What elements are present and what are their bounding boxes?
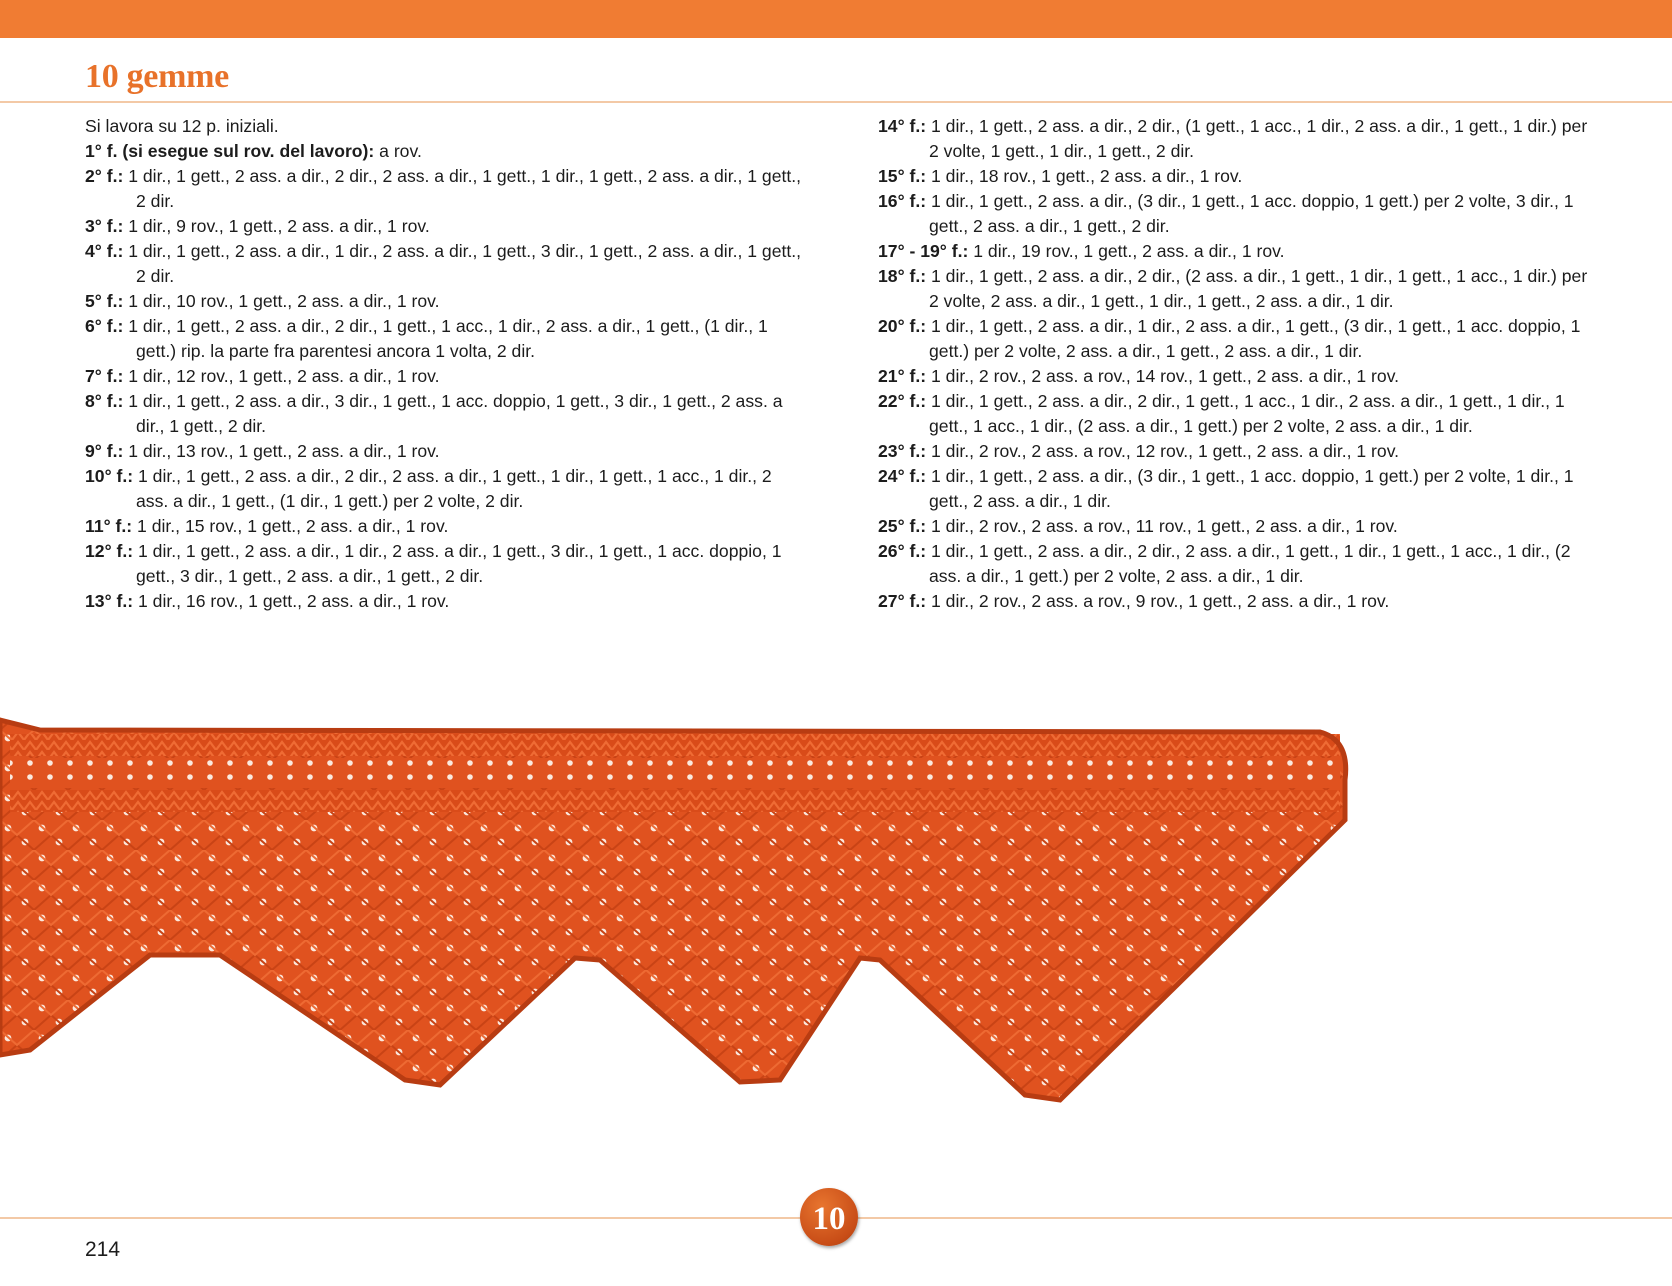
row-text: 1 dir., 1 gett., 2 ass. a dir., 1 dir., 2 ass. a dir., 1 gett., 3 dir., 1 gett., 1 acc. doppio, 1 gett., 3 dir., 1 gett., 2 ass. a dir., 1 gett., 2 dir.	[133, 541, 782, 586]
row-text: 1 dir., 1 gett., 2 ass. a dir., 2 dir., 1 gett., 1 acc., 1 dir., 2 ass. a dir., 1 gett., 1 dir., 1 gett., 1 acc., 1 dir., (2 ass. a dir., 1 gett.) per 2 volte, 2 ass. a dir., 1 dir.	[926, 391, 1565, 436]
row-label: 15° f.:	[878, 166, 927, 186]
row-label: 2° f.:	[85, 166, 124, 186]
row-text: 1 dir., 9 rov., 1 gett., 2 ass. a dir., 1 rov.	[123, 216, 430, 236]
instruction-row	[85, 589, 803, 614]
row-label: 5° f.:	[85, 291, 124, 311]
row-text: 1 dir., 15 rov., 1 gett., 2 ass. a dir., 1 rov.	[132, 516, 449, 536]
row-text: 1 dir., 18 rov., 1 gett., 2 ass. a dir., 1 rov.	[926, 166, 1243, 186]
row-label: 18° f.:	[878, 266, 927, 286]
row-label: 10° f.:	[85, 466, 134, 486]
row-text: 1 dir., 16 rov., 1 gett., 2 ass. a dir., 1 rov.	[133, 591, 450, 611]
pattern-number-label: 10	[812, 1200, 846, 1237]
ribbed-band-top	[10, 734, 1340, 756]
instruction-row	[85, 389, 803, 439]
row-label: 26° f.:	[878, 541, 927, 561]
row-label: 24° f.:	[878, 466, 927, 486]
instruction-row	[878, 264, 1592, 314]
row-text: 1 dir., 1 gett., 2 ass. a dir., 2 dir., (2 ass. a dir., 1 gett., 1 dir., 1 gett., 1 acc., 1 dir.) per 2 volte, 2 ass. a dir., 1 gett., 1 dir., 1 gett., 2 ass. a dir., 1 dir.	[926, 266, 1588, 311]
row-label: 17° - 19° f.:	[878, 241, 969, 261]
pattern-number-badge	[800, 1188, 858, 1246]
row-label: 27° f.:	[878, 591, 927, 611]
instruction-row	[85, 164, 803, 214]
row-label: 20° f.:	[878, 316, 927, 336]
row-label: 12° f.:	[85, 541, 134, 561]
instruction-row	[878, 239, 1592, 264]
title-divider	[0, 101, 1672, 103]
page-number: 214	[85, 1238, 121, 1261]
row-label: 6° f.:	[85, 316, 124, 336]
instruction-row	[878, 189, 1592, 239]
row-label: 9° f.:	[85, 441, 124, 461]
instruction-row	[878, 114, 1592, 164]
instruction-row	[878, 464, 1592, 514]
instruction-row	[85, 139, 803, 164]
ribbed-band-middle	[10, 790, 1340, 812]
row-text: 1 dir., 13 rov., 1 gett., 2 ass. a dir., 1 rov.	[123, 441, 440, 461]
instruction-row	[878, 439, 1592, 464]
row-label: 11° f.:	[85, 516, 133, 536]
row-label: 1° f. (si esegue sul rov. del lavoro):	[85, 141, 375, 161]
right-row-list	[878, 114, 1592, 614]
top-color-band	[0, 0, 1672, 38]
row-label: 7° f.:	[85, 366, 124, 386]
intro-line: Si lavora su 12 p. iniziali.	[85, 116, 279, 136]
row-label: 13° f.:	[85, 591, 134, 611]
instruction-row	[878, 164, 1592, 189]
row-label: 4° f.:	[85, 241, 124, 261]
instruction-row	[85, 289, 803, 314]
row-text: 1 dir., 2 rov., 2 ass. a rov., 9 rov., 1 gett., 2 ass. a dir., 1 rov.	[926, 591, 1390, 611]
row-text: 1 dir., 1 gett., 2 ass. a dir., 1 dir., 2 ass. a dir., 1 gett., (3 dir., 1 gett., 1 acc. doppio, 1 gett.) per 2 volte, 2 ass. a dir., 1 gett., 2 ass. a dir., 1 dir.	[926, 316, 1581, 361]
instruction-row	[878, 364, 1592, 389]
row-text: 1 dir., 1 gett., 2 ass. a dir., 3 dir., 1 gett., 1 acc. doppio, 1 gett., 3 dir., 1 gett., 2 ass. a dir., 1 gett., 2 dir.	[123, 391, 783, 436]
row-text: 1 dir., 1 gett., 2 ass. a dir., 1 dir., 2 ass. a dir., 1 gett., 3 dir., 1 gett., 2 ass. a dir., 1 gett., 2 dir.	[123, 241, 802, 286]
row-text: 1 dir., 19 rov., 1 gett., 2 ass. a dir., 1 rov.	[968, 241, 1285, 261]
instruction-row	[85, 364, 803, 389]
instruction-row	[878, 314, 1592, 364]
row-label: 8° f.:	[85, 391, 124, 411]
instruction-row	[85, 514, 803, 539]
instructions-right-column	[878, 114, 1592, 614]
row-text: 1 dir., 10 rov., 1 gett., 2 ass. a dir., 1 rov.	[123, 291, 440, 311]
row-text: 1 dir., 2 rov., 2 ass. a rov., 14 rov., 1 gett., 2 ass. a dir., 1 rov.	[926, 366, 1400, 386]
row-label: 14° f.:	[878, 116, 927, 136]
knitted-lace-edging-photo	[0, 700, 1380, 1170]
row-label: 22° f.:	[878, 391, 927, 411]
row-text: 1 dir., 1 gett., 2 ass. a dir., 2 dir., 1 gett., 1 acc., 1 dir., 2 ass. a dir., 1 gett., (1 dir., 1 gett.) rip. la parte fra parentesi ancora 1 volta, 2 dir.	[123, 316, 768, 361]
row-text: a rov.	[374, 141, 422, 161]
instruction-row	[85, 214, 803, 239]
instruction-row	[878, 389, 1592, 439]
page-title: 10 gemme	[85, 58, 229, 95]
instruction-row	[85, 314, 803, 364]
instruction-row	[85, 439, 803, 464]
row-label: 3° f.:	[85, 216, 124, 236]
instruction-row	[85, 539, 803, 589]
row-text: 1 dir., 1 gett., 2 ass. a dir., (3 dir., 1 gett., 1 acc. doppio, 1 gett.) per 2 volte, 3 dir., 1 gett., 2 ass. a dir., 1 gett., 2 dir.	[926, 191, 1574, 236]
row-label: 21° f.:	[878, 366, 927, 386]
row-text: 1 dir., 1 gett., 2 ass. a dir., 2 dir., 2 ass. a dir., 1 gett., 1 dir., 1 gett., 1 acc., 1 dir., (2 ass. a dir., 1 gett.) per 2 volte, 2 ass. a dir., 1 dir.	[926, 541, 1571, 586]
instruction-row	[878, 589, 1592, 614]
row-text: 1 dir., 12 rov., 1 gett., 2 ass. a dir., 1 rov.	[123, 366, 440, 386]
instructions-left-column	[85, 114, 803, 614]
instruction-row	[878, 514, 1592, 539]
row-text: 1 dir., 1 gett., 2 ass. a dir., 2 dir., 2 ass. a dir., 1 gett., 1 dir., 1 gett., 2 ass. a dir., 1 gett., 2 dir.	[123, 166, 802, 211]
row-label: 23° f.:	[878, 441, 927, 461]
instruction-row	[878, 539, 1592, 589]
eyelet-row	[10, 758, 1340, 788]
instruction-row	[85, 464, 803, 514]
left-row-list	[85, 139, 803, 614]
instruction-row	[85, 239, 803, 289]
row-text: 1 dir., 2 rov., 2 ass. a rov., 11 rov., 1 gett., 2 ass. a dir., 1 rov.	[926, 516, 1398, 536]
row-text: 1 dir., 2 rov., 2 ass. a rov., 12 rov., 1 gett., 2 ass. a dir., 1 rov.	[926, 441, 1400, 461]
row-label: 25° f.:	[878, 516, 927, 536]
row-text: 1 dir., 1 gett., 2 ass. a dir., 2 dir., (1 gett., 1 acc., 1 dir., 2 ass. a dir., 1 gett., 1 dir.) per 2 volte, 1 gett., 1 dir., 1 gett., 2 dir.	[926, 116, 1588, 161]
row-text: 1 dir., 1 gett., 2 ass. a dir., (3 dir., 1 gett., 1 acc. doppio, 1 gett.) per 2 volte, 1 dir., 1 gett., 2 ass. a dir., 1 dir.	[926, 466, 1574, 511]
row-label: 16° f.:	[878, 191, 927, 211]
row-text: 1 dir., 1 gett., 2 ass. a dir., 2 dir., 2 ass. a dir., 1 gett., 1 dir., 1 gett., 1 acc., 1 dir., 2 ass. a dir., 1 gett., (1 dir., 1 gett.) per 2 volte, 2 dir.	[133, 466, 772, 511]
